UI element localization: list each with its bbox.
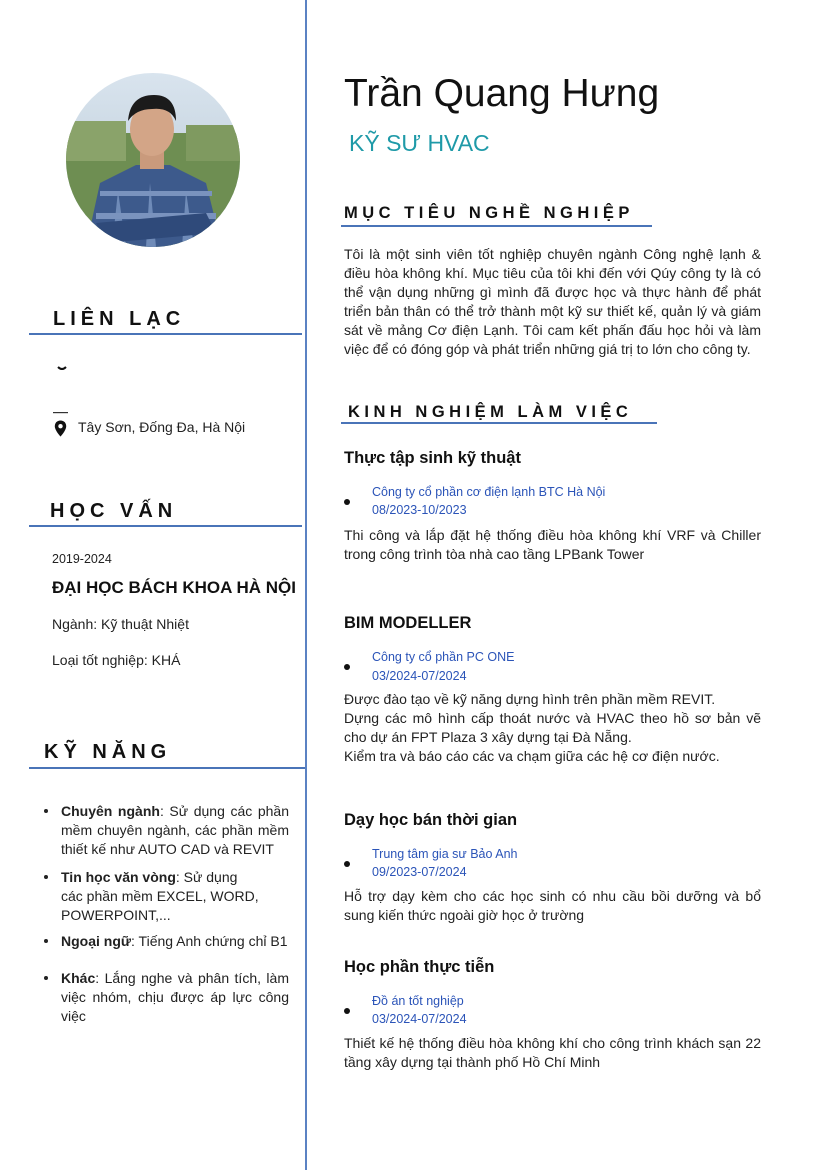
education-major: Ngành: Kỹ thuật Nhiệt [52,616,189,632]
avatar [66,73,240,247]
skills-heading-underline [29,767,305,769]
job-description: Thiết kế hệ thống điều hòa không khí cho công trình khách sạn 22 tầng xây dựng tại thành phố Hồ Chí Minh [344,1035,761,1070]
bullet [44,939,48,943]
bullet [344,861,350,867]
job-company: Công ty cổ phần cơ điện lạnh BTC Hà Nội [372,485,606,499]
job-description-line: Được đào tạo về kỹ năng dựng hình trên phần mềm REVIT. [344,691,716,707]
objective-text: Tôi là một sinh viên tốt nghiệp chuyên ngành Công nghệ lạnh & điều hòa không khí. Mục tiêu của tôi khi đến với Qúy công ty là có thể vận dụng những gì mình đã được học và thực hành để phát triển bản thân có thể trở thành một kỹ sư thiết kế, quản lý và giám sát về mảng Cơ điện Lạnh. Tôi cam kết phấn đấu học hỏi và làm việc để có đóng góp và phát triển những giá trị to lớn cho công ty. [344,246,761,357]
education-heading-underline [29,525,302,527]
job-company: Trung tâm gia sư Bảo Anh [372,847,518,861]
email-icon [53,402,69,420]
skill-desc: : Sử dụng các phần mềm EXCEL, WORD, POWERPOINT,... [61,869,259,923]
skill-text [61,868,261,925]
experience-heading: KINH NGHIỆM LÀM VIỆC [348,403,633,421]
bullet [44,809,48,813]
skill-text [61,932,289,951]
bullet [44,976,48,980]
job-title: BIM MODELLER [344,614,472,632]
education-years: 2019-2024 [52,552,112,566]
job-company: Công ty cổ phần PC ONE [372,650,515,664]
phone-icon [56,360,68,378]
bullet [344,1008,350,1014]
contact-heading-underline [29,333,302,335]
education-school: ĐẠI HỌC BÁCH KHOA HÀ NỘI [52,578,296,597]
skill-desc: : Sử dụng các phần mềm chuyên ngành, các phần mềm thiết kế như AUTO CAD và REVIT [61,803,289,857]
job-description: Hỗ trợ dạy kèm cho các học sinh có nhu cầu bồi dưỡng và bổ sung kiến thức ngoài giờ học ở trường [344,888,761,923]
contact-address: Tây Sơn, Đống Đa, Hà Nội [78,419,246,435]
job-title: Thực tập sinh kỹ thuật [344,449,521,467]
skills-heading: KỸ NĂNG [44,741,172,763]
job-company: Đồ án tốt nghiệp [372,994,464,1008]
contact-heading: LIÊN LẠC [53,308,186,330]
bullet [344,499,350,505]
skill-label: Chuyên ngành [61,803,160,819]
education-heading: HỌC VẤN [50,500,178,522]
job-description-line: Dựng các mô hình cấp thoát nước và HVAC theo hồ sơ bản vẽ cho dự án FPT Plaza 3 xây dựng tại Đà Nẵng. [344,710,761,745]
job-title: Dạy học bán thời gian [344,811,518,829]
education-grade: Loại tốt nghiệp: KHÁ [52,652,181,668]
skill-item [44,969,292,1029]
person-role: KỸ SƯ HVAC [349,130,490,156]
job-title: Học phần thực tiễn [344,958,495,976]
job-date: 09/2023-07/2024 [372,865,467,879]
job-date: 03/2024-07/2024 [372,1012,467,1026]
objective-heading: MỤC TIÊU NGHỀ NGHIỆP [344,204,634,222]
skill-desc: : Lắng nghe và phân tích, làm việc nhóm, chịu được áp lực công việc [61,970,289,1024]
skill-text [61,969,289,1026]
skill-label: Tin học văn vòng [61,869,176,885]
person-name: Trần Quang Hưng [344,72,660,115]
skill-label: Khác [61,970,96,986]
bullet [44,875,48,879]
job-date: 08/2023-10/2023 [372,503,467,517]
skill-item [44,868,292,928]
experience-heading-underline [341,422,657,424]
column-divider [305,0,307,1170]
skill-text [61,802,289,859]
job-description-line: Kiểm tra và báo cáo các va chạm giữa các hệ cơ điện nước. [344,748,720,764]
skill-label: Ngoại ngữ [61,933,132,949]
skill-desc: : Tiếng Anh chứng chỉ B1 [131,933,288,949]
job-description: Thi công và lắp đặt hệ thống điều hòa không khí VRF và Chiller trong công trình tòa nhà cao tầng LPBank Tower [344,527,761,562]
skill-item [44,932,292,952]
job-description [344,690,761,766]
bullet [344,664,350,670]
objective-heading-underline [341,225,652,227]
location-icon [54,420,67,442]
skill-item [44,802,292,862]
job-date: 03/2024-07/2024 [372,669,467,683]
